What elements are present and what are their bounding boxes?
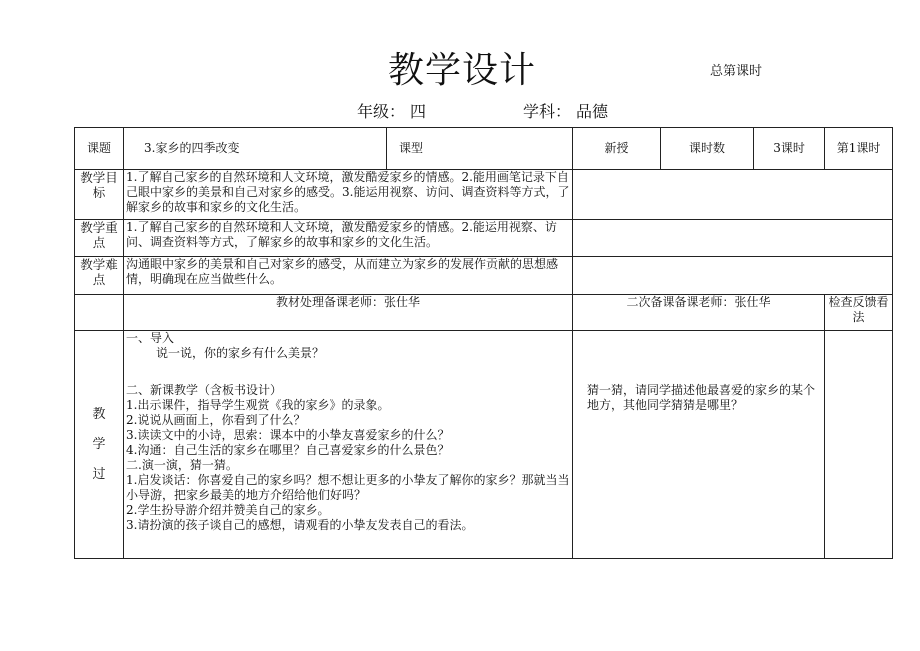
feedback-header: 检查反馈看法 xyxy=(825,295,893,331)
grade-label: 年级： xyxy=(357,102,406,121)
new-lesson-line-7: 1.启发谈话：你喜爱自己的家乡吗？想不想让更多的小挚友了解你的家乡？那就当当小导游，把家乡最美的地方介绍给他们好吗？ xyxy=(126,473,570,502)
lesson-plan-table xyxy=(74,127,893,559)
key-points-text: 1.了解自己家乡的自然环境和人文环境，激发酷爱家乡的情感。2.能运用视察、访问、调查资料等方式，了解家乡的故事和家乡的文化生活。 xyxy=(124,220,573,257)
new-lesson-line-3: 2.说说从画面上，你看到了什么？ xyxy=(126,413,306,427)
difficulties-label: 教学难点 xyxy=(75,257,124,295)
process-label-char-3: 过 xyxy=(92,466,106,482)
feedback-content xyxy=(825,331,893,559)
difficulties-row xyxy=(75,257,893,295)
grade-value: 四 xyxy=(410,102,427,121)
new-lesson-line-1: 二、新课教学（含板书设计） xyxy=(126,383,283,397)
difficulties-text: 沟通眼中家乡的美景和自己对家乡的感受，从而建立为家乡的发展作贡献的思想感情，明确现在应当做些什么。 xyxy=(124,257,573,295)
lesson-type-value: 新授 xyxy=(573,128,661,170)
difficulties-note xyxy=(573,257,893,295)
second-prep-note: 猜一猜，请同学描述他最喜爱的家乡的某个地方，其他同学猜猜是哪里？ xyxy=(587,383,816,412)
current-lesson: 第1课时 xyxy=(825,128,893,170)
new-lesson-line-2: 1.出示课件，指导学生观赏《我的家乡》的录象。 xyxy=(126,398,390,412)
page-title: 教学设计 xyxy=(388,50,537,91)
objectives-note xyxy=(573,170,893,220)
prep-header-empty xyxy=(75,295,124,331)
process-content xyxy=(124,331,573,559)
process-row xyxy=(75,331,893,559)
subject-value: 品德 xyxy=(576,102,609,121)
objectives-row xyxy=(75,170,893,220)
objectives-label: 教学目标 xyxy=(75,170,124,220)
key-points-label: 教学重点 xyxy=(75,220,124,257)
topic-label: 课题 xyxy=(75,128,124,170)
process-label xyxy=(75,331,124,559)
lesson-type-label: 课型 xyxy=(387,128,573,170)
second-prep-header: 二次备课备课老师：张仕华 xyxy=(573,295,825,331)
materials-prep-header: 教材处理备课老师：张仕华 xyxy=(124,295,573,331)
key-points-row xyxy=(75,220,893,257)
new-lesson-line-5: 4.沟通：自己生活的家乡在哪里？自己喜爱家乡的什么景色？ xyxy=(126,443,450,457)
second-prep-content xyxy=(573,331,825,559)
hours-label: 课时数 xyxy=(661,128,754,170)
new-lesson-line-4: 3.读读文中的小诗，思索：课本中的小挚友喜爱家乡的什么？ xyxy=(126,428,450,442)
total-lessons: 总第课时 xyxy=(710,64,763,79)
new-lesson-line-8: 2.学生扮导游介绍并赞美自己的家乡。 xyxy=(126,503,330,517)
process-label-char-2: 学 xyxy=(92,436,106,452)
subject-label: 学科： xyxy=(523,102,572,121)
hours-value: 3课时 xyxy=(754,128,825,170)
topic-row xyxy=(75,128,893,170)
topic-value: 3.家乡的四季改变 xyxy=(124,128,387,170)
new-lesson-line-6: 二.演一演，猜一猜。 xyxy=(126,458,238,472)
intro-title: 一、导入 xyxy=(126,331,175,345)
intro-text: 说一说，你的家乡有什么美景？ xyxy=(156,346,325,360)
key-points-note xyxy=(573,220,893,257)
objectives-text: 1.了解自己家乡的自然环境和人文环境，激发酷爱家乡的情感。2.能用画笔记录下自己眼中家乡的美景和自己对家乡的感受。3.能运用视察、访问、调查资料等方式，了解家乡的故事和家乡的文化生活。 xyxy=(124,170,573,220)
new-lesson-line-9: 3.请扮演的孩子谈自己的感想，请观看的小挚友发表自己的看法。 xyxy=(126,518,474,532)
process-label-char-1: 教 xyxy=(92,406,106,422)
prep-header-row xyxy=(75,295,893,331)
